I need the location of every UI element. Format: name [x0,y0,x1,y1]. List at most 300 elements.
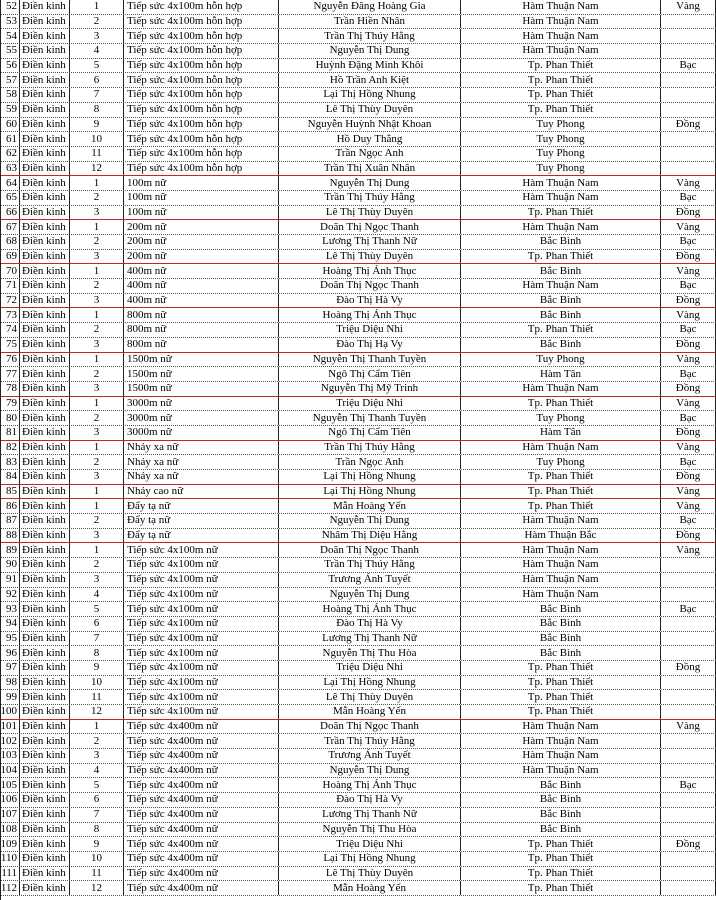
medal-cell [661,867,716,881]
athlete-name-cell: Hồ Trần Anh Kiệt [279,73,461,87]
sport-cell: Điền kinh [20,88,70,102]
row-number: 100 [0,705,20,719]
row-number: 85 [0,485,20,499]
row-number: 53 [0,15,20,29]
event-cell: Tiếp sức 4x100m nữ [124,690,279,704]
table-row [0,470,716,485]
sport-cell: Điền kinh [20,823,70,837]
table-row [0,602,716,617]
athlete-order-cell: 7 [70,88,124,102]
sport-cell: Điền kinh [20,558,70,572]
table-row [0,235,716,250]
athlete-name-cell: Lại Thị Hồng Nhung [279,852,461,866]
athlete-order-cell: 1 [70,176,124,190]
medal-cell: Bạc [661,279,716,293]
sport-cell: Điền kinh [20,764,70,778]
row-number: 78 [0,382,20,396]
sport-cell: Điền kinh [20,720,70,734]
team-unit-cell: Tp. Phan Thiết [461,485,661,499]
athlete-order-cell: 3 [70,426,124,440]
athlete-name-cell: Hồ Duy Thắng [279,132,461,146]
athlete-name-cell: Nguyễn Thị Dung [279,764,461,778]
athlete-name-cell: Ngô Thị Cẩm Tiên [279,426,461,440]
medal-cell: Bạc [661,411,716,425]
event-cell: Tiếp sức 4x400m nữ [124,881,279,895]
event-cell: Tiếp sức 4x100m nữ [124,617,279,631]
event-cell: Tiếp sức 4x400m nữ [124,823,279,837]
medal-cell: Bạc [661,455,716,469]
table-row [0,73,716,88]
row-number: 82 [0,441,20,455]
table-row [0,705,716,720]
sport-cell: Điền kinh [20,705,70,719]
table-row [0,118,716,133]
team-unit-cell: Tp. Phan Thiết [461,59,661,73]
table-row [0,308,716,323]
event-cell: Tiếp sức 4x100m hỗn hợp [124,162,279,176]
event-cell: Tiếp sức 4x100m nữ [124,602,279,616]
row-number: 84 [0,470,20,484]
athlete-order-cell: 9 [70,837,124,851]
athlete-order-cell: 2 [70,734,124,748]
athlete-order-cell: 2 [70,411,124,425]
sport-cell: Điền kinh [20,279,70,293]
row-number: 97 [0,661,20,675]
team-unit-cell: Hàm Thuận Nam [461,15,661,29]
sport-cell: Điền kinh [20,59,70,73]
athlete-name-cell: Nguyễn Thị Thanh Tuyền [279,411,461,425]
event-cell: Tiếp sức 4x100m nữ [124,646,279,660]
sport-cell: Điền kinh [20,426,70,440]
medal-cell [661,162,716,176]
row-number: 62 [0,147,20,161]
table-row [0,441,716,456]
athlete-order-cell: 3 [70,294,124,308]
athlete-order-cell: 1 [70,264,124,278]
athlete-order-cell: 11 [70,690,124,704]
medal-cell: Bạc [661,235,716,249]
team-unit-cell: Tp. Phan Thiết [461,470,661,484]
athlete-name-cell: Lương Thị Thanh Nữ [279,808,461,822]
row-number: 104 [0,764,20,778]
athlete-name-cell: Doãn Thị Ngọc Thanh [279,220,461,234]
team-unit-cell: Tuy Phong [461,162,661,176]
medal-cell: Bạc [661,191,716,205]
sport-cell: Điền kinh [20,646,70,660]
event-cell: Tiếp sức 4x400m nữ [124,808,279,822]
table-row [0,661,716,676]
row-number: 54 [0,29,20,43]
event-cell: 800m nữ [124,338,279,352]
athlete-name-cell: Nguyễn Thị Dung [279,44,461,58]
athlete-name-cell: Doãn Thị Ngọc Thanh [279,720,461,734]
event-cell: Tiếp sức 4x100m hỗn hợp [124,103,279,117]
athlete-name-cell: Doãn Thị Ngọc Thanh [279,543,461,557]
row-number: 111 [0,867,20,881]
table-row [0,676,716,691]
sport-cell: Điền kinh [20,382,70,396]
sport-cell: Điền kinh [20,881,70,895]
team-unit-cell: Tp. Phan Thiết [461,690,661,704]
medal-cell [661,764,716,778]
sport-cell: Điền kinh [20,529,70,543]
event-cell: Tiếp sức 4x400m nữ [124,793,279,807]
table-row [0,29,716,44]
athlete-order-cell: 5 [70,59,124,73]
table-row [0,367,716,382]
athlete-name-cell: Lê Thị Thùy Duyên [279,867,461,881]
row-number: 99 [0,690,20,704]
sport-cell: Điền kinh [20,0,70,14]
row-number: 112 [0,881,20,895]
medal-cell [661,646,716,660]
sport-cell: Điền kinh [20,250,70,264]
event-cell: Tiếp sức 4x100m hỗn hợp [124,132,279,146]
row-number: 66 [0,206,20,220]
medal-cell: Vàng [661,397,716,411]
event-cell: Tiếp sức 4x100m nữ [124,543,279,557]
row-number: 92 [0,588,20,602]
athlete-order-cell: 10 [70,676,124,690]
athlete-name-cell: Hoàng Thị Ánh Thục [279,264,461,278]
row-number: 52 [0,0,20,14]
medal-cell: Vàng [661,353,716,367]
row-number: 90 [0,558,20,572]
medal-cell: Bạc [661,778,716,792]
athlete-name-cell: Lê Thị Thùy Duyên [279,690,461,704]
sport-cell: Điền kinh [20,235,70,249]
event-cell: 100m nữ [124,176,279,190]
athlete-name-cell: Trần Thị Thúy Hằng [279,191,461,205]
row-number: 101 [0,720,20,734]
event-cell: Tiếp sức 4x100m nữ [124,573,279,587]
table-row [0,426,716,441]
event-cell: Nhảy cao nữ [124,485,279,499]
event-cell: Tiếp sức 4x100m hỗn hợp [124,73,279,87]
table-row [0,734,716,749]
row-number: 64 [0,176,20,190]
event-cell: Tiếp sức 4x100m hỗn hợp [124,15,279,29]
team-unit-cell: Tp. Phan Thiết [461,103,661,117]
sport-cell: Điền kinh [20,837,70,851]
athlete-name-cell: Lương Thị Thanh Nữ [279,632,461,646]
athlete-order-cell: 7 [70,632,124,646]
athlete-name-cell: Mẫn Hoàng Yến [279,705,461,719]
sport-cell: Điền kinh [20,573,70,587]
medal-cell: Vàng [661,264,716,278]
athlete-order-cell: 10 [70,132,124,146]
sport-cell: Điền kinh [20,29,70,43]
medal-cell: Đồng [661,206,716,220]
row-number: 73 [0,308,20,322]
athlete-name-cell: Nguyễn Thị Thu Hòa [279,823,461,837]
athlete-order-cell: 2 [70,279,124,293]
team-unit-cell: Tp. Phan Thiết [461,705,661,719]
row-number: 81 [0,426,20,440]
athlete-order-cell: 1 [70,441,124,455]
medal-cell: Vàng [661,176,716,190]
row-number: 102 [0,734,20,748]
table-row [0,837,716,852]
team-unit-cell: Hàm Thuận Nam [461,176,661,190]
event-cell: Tiếp sức 4x100m nữ [124,661,279,675]
athlete-order-cell: 1 [70,499,124,513]
athlete-name-cell: Trần Ngọc Anh [279,455,461,469]
table-row [0,191,716,206]
team-unit-cell: Bắc Bình [461,823,661,837]
medal-cell: Đồng [661,426,716,440]
table-row [0,353,716,368]
event-cell: 200m nữ [124,220,279,234]
athlete-order-cell: 3 [70,529,124,543]
team-unit-cell: Bắc Bình [461,294,661,308]
row-number: 87 [0,514,20,528]
athlete-order-cell: 12 [70,705,124,719]
athlete-order-cell: 6 [70,73,124,87]
athlete-name-cell: Doãn Thị Ngọc Thanh [279,279,461,293]
team-unit-cell: Tp. Phan Thiết [461,323,661,337]
team-unit-cell: Hàm Thuận Nam [461,720,661,734]
team-unit-cell: Bắc Bình [461,793,661,807]
table-row [0,764,716,779]
team-unit-cell: Hàm Thuận Nam [461,543,661,557]
athlete-order-cell: 1 [70,353,124,367]
event-cell: Nhảy xa nữ [124,470,279,484]
athlete-order-cell: 2 [70,323,124,337]
row-number: 69 [0,250,20,264]
sport-cell: Điền kinh [20,734,70,748]
table-row [0,220,716,235]
medal-cell: Đồng [661,338,716,352]
row-number: 60 [0,118,20,132]
team-unit-cell: Hàm Tân [461,367,661,381]
athlete-name-cell: Nguyễn Thị Mỹ Trinh [279,382,461,396]
sport-cell: Điền kinh [20,162,70,176]
sport-cell: Điền kinh [20,411,70,425]
athlete-name-cell: Nguyễn Huỳnh Nhật Khoan [279,118,461,132]
medal-cell [661,573,716,587]
athlete-order-cell: 6 [70,793,124,807]
row-number: 58 [0,88,20,102]
event-cell: 400m nữ [124,279,279,293]
table-row [0,59,716,74]
athlete-name-cell: Triệu Diệu Nhi [279,837,461,851]
row-number: 70 [0,264,20,278]
medal-cell [661,588,716,602]
row-number: 93 [0,602,20,616]
event-cell: Tiếp sức 4x400m nữ [124,867,279,881]
event-cell: Tiếp sức 4x100m hỗn hợp [124,44,279,58]
sport-cell: Điền kinh [20,353,70,367]
team-unit-cell: Bắc Bình [461,808,661,822]
medal-cell: Đồng [661,837,716,851]
team-unit-cell: Hàm Thuận Nam [461,514,661,528]
medal-cell: Bạc [661,514,716,528]
medal-cell [661,73,716,87]
athlete-order-cell: 4 [70,764,124,778]
row-number: 74 [0,323,20,337]
medal-cell [661,793,716,807]
team-unit-cell: Bắc Bình [461,602,661,616]
team-unit-cell: Hàm Thuận Nam [461,441,661,455]
table-row [0,44,716,59]
sport-cell: Điền kinh [20,132,70,146]
athlete-name-cell: Trần Thị Thúy Hằng [279,441,461,455]
athlete-order-cell: 11 [70,867,124,881]
sport-cell: Điền kinh [20,632,70,646]
row-number: 72 [0,294,20,308]
team-unit-cell: Hàm Thuận Nam [461,382,661,396]
event-cell: 3000m nữ [124,397,279,411]
row-number: 80 [0,411,20,425]
team-unit-cell: Bắc Bình [461,338,661,352]
medal-cell: Đồng [661,382,716,396]
team-unit-cell: Tp. Phan Thiết [461,676,661,690]
event-cell: Tiếp sức 4x100m hỗn hợp [124,29,279,43]
event-cell: Nhảy xa nữ [124,441,279,455]
sport-cell: Điền kinh [20,103,70,117]
team-unit-cell: Hàm Thuận Nam [461,44,661,58]
table-row [0,397,716,412]
team-unit-cell: Tuy Phong [461,118,661,132]
medal-cell: Bạc [661,323,716,337]
event-cell: Tiếp sức 4x100m hỗn hợp [124,118,279,132]
table-row [0,749,716,764]
event-cell: 400m nữ [124,264,279,278]
event-cell: 200m nữ [124,235,279,249]
athlete-name-cell: Lại Thị Hồng Nhung [279,88,461,102]
athlete-name-cell: Nguyễn Đăng Hoàng Gia [279,0,461,14]
medal-cell: Bạc [661,367,716,381]
medal-cell: Vàng [661,441,716,455]
table-row [0,529,716,544]
sport-cell: Điền kinh [20,455,70,469]
athlete-order-cell: 2 [70,191,124,205]
sport-cell: Điền kinh [20,808,70,822]
table-row [0,823,716,838]
team-unit-cell: Hàm Tân [461,426,661,440]
athlete-name-cell: Ngô Thị Cẩm Tiên [279,367,461,381]
sport-cell: Điền kinh [20,367,70,381]
athlete-name-cell: Nhâm Thị Diệu Hằng [279,529,461,543]
sport-cell: Điền kinh [20,264,70,278]
table-row [0,588,716,603]
event-cell: Tiếp sức 4x100m nữ [124,676,279,690]
medal-cell [661,88,716,102]
event-cell: 800m nữ [124,308,279,322]
event-cell: 1500m nữ [124,367,279,381]
event-cell: Tiếp sức 4x400m nữ [124,720,279,734]
medal-cell: Đồng [661,250,716,264]
team-unit-cell: Bắc Bình [461,778,661,792]
athlete-order-cell: 3 [70,470,124,484]
row-number: 96 [0,646,20,660]
table-row [0,808,716,823]
team-unit-cell: Tuy Phong [461,353,661,367]
sport-cell: Điền kinh [20,323,70,337]
table-row [0,294,716,309]
athlete-name-cell: Đào Thị Hà Vy [279,793,461,807]
athlete-name-cell: Đào Thị Hà Vy [279,617,461,631]
athlete-name-cell: Nguyễn Thị Dung [279,514,461,528]
event-cell: 3000m nữ [124,426,279,440]
medal-cell [661,881,716,895]
sport-cell: Điền kinh [20,294,70,308]
row-number: 61 [0,132,20,146]
team-unit-cell: Tp. Phan Thiết [461,852,661,866]
team-unit-cell: Tp. Phan Thiết [461,661,661,675]
athlete-name-cell: Lại Thị Hồng Nhung [279,676,461,690]
table-row [0,632,716,647]
event-cell: Đẩy tạ nữ [124,514,279,528]
row-number: 57 [0,73,20,87]
athlete-order-cell: 1 [70,397,124,411]
athlete-name-cell: Nguyễn Thị Dung [279,588,461,602]
athlete-order-cell: 8 [70,646,124,660]
athlete-order-cell: 4 [70,588,124,602]
table-row [0,617,716,632]
medal-cell [661,44,716,58]
athlete-name-cell: Lê Thị Thùy Duyên [279,206,461,220]
athlete-order-cell: 3 [70,382,124,396]
event-cell: 100m nữ [124,206,279,220]
athlete-order-cell: 8 [70,823,124,837]
athlete-order-cell: 7 [70,808,124,822]
team-unit-cell: Hàm Thuận Nam [461,558,661,572]
event-cell: Đẩy tạ nữ [124,499,279,513]
table-row [0,499,716,514]
row-number: 86 [0,499,20,513]
sport-cell: Điền kinh [20,338,70,352]
event-cell: 200m nữ [124,250,279,264]
row-number: 107 [0,808,20,822]
row-number: 56 [0,59,20,73]
team-unit-cell: Hàm Thuận Nam [461,734,661,748]
athlete-name-cell: Lê Thị Thùy Duyên [279,250,461,264]
athlete-name-cell: Hoàng Thị Ánh Thục [279,778,461,792]
sport-cell: Điền kinh [20,676,70,690]
team-unit-cell: Hàm Thuận Nam [461,29,661,43]
table-row [0,867,716,882]
event-cell: Tiếp sức 4x400m nữ [124,749,279,763]
row-number: 75 [0,338,20,352]
table-row [0,852,716,867]
athlete-name-cell: Huỳnh Đặng Minh Khôi [279,59,461,73]
table-row [0,279,716,294]
medal-cell [661,734,716,748]
sport-cell: Điền kinh [20,118,70,132]
sport-cell: Điền kinh [20,514,70,528]
athlete-name-cell: Nguyễn Thị Thu Hòa [279,646,461,660]
athlete-name-cell: Trương Ánh Tuyết [279,573,461,587]
row-number: 77 [0,367,20,381]
event-cell: Tiếp sức 4x400m nữ [124,778,279,792]
team-unit-cell: Hàm Thuận Nam [461,220,661,234]
medal-cell [661,632,716,646]
sport-cell: Điền kinh [20,73,70,87]
sport-cell: Điền kinh [20,206,70,220]
medal-cell [661,558,716,572]
team-unit-cell: Tuy Phong [461,132,661,146]
athlete-name-cell: Triệu Diệu Nhi [279,397,461,411]
sport-cell: Điền kinh [20,588,70,602]
athlete-name-cell: Trần Thị Thúy Hằng [279,558,461,572]
table-row [0,485,716,500]
table-row [0,543,716,558]
athlete-order-cell: 11 [70,147,124,161]
athlete-order-cell: 3 [70,749,124,763]
athlete-order-cell: 2 [70,367,124,381]
